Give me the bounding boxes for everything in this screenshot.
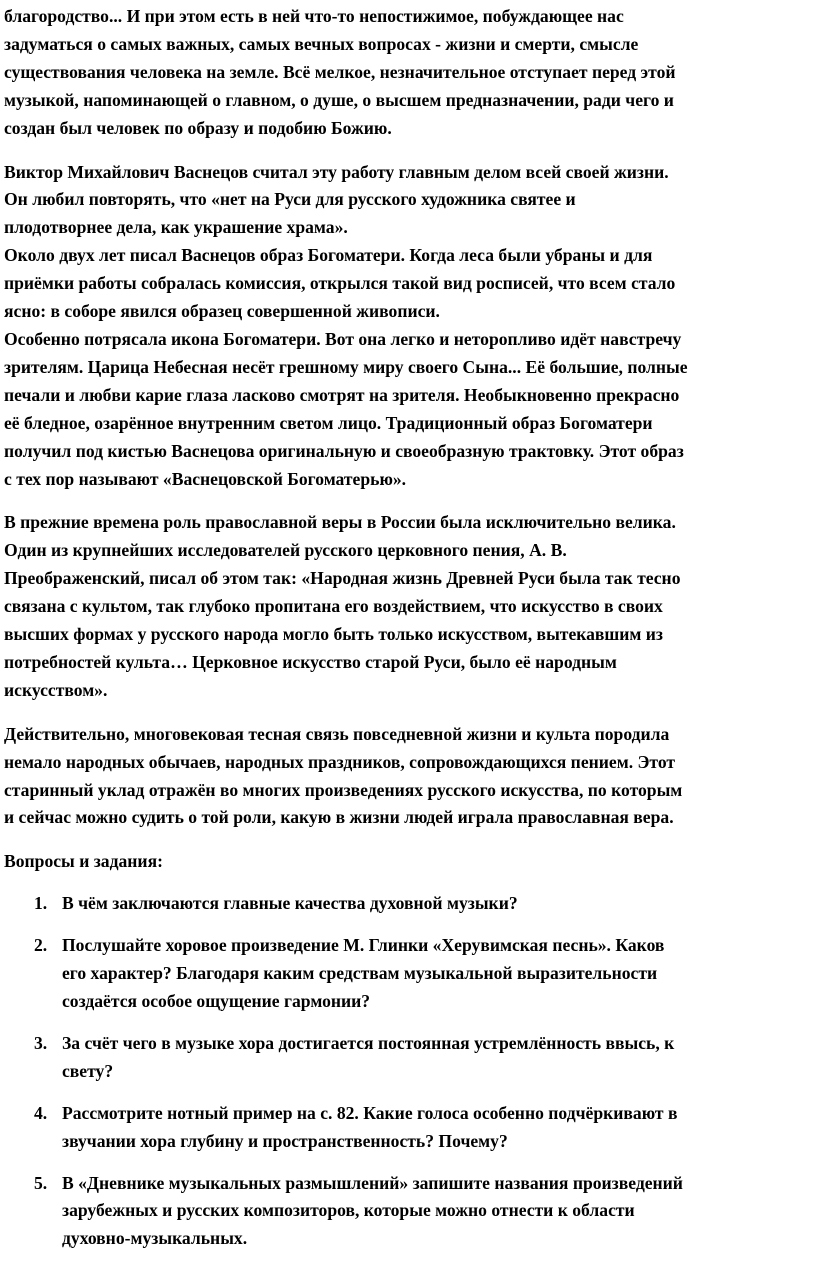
text-line: зрителям. Царица Небесная несёт грешному миру своего Сына... Её большие, полные	[4, 356, 688, 377]
text-line: В прежние времена роль православной веры в России была исключительно велика.	[4, 512, 676, 533]
text-line: старинный уклад отражён во многих произведениях русского искусства, по которым	[4, 779, 683, 800]
list-spacer	[4, 918, 812, 932]
text-line: Он любил повторять, что «нет на Руси для русского художника святее и	[4, 189, 576, 210]
text-line: печали и любви карие глаза ласково смотрят на зрителя. Необыкновенно прекрасно	[4, 384, 680, 405]
text-line: В чём заключаются главные качества духовной музыки?	[62, 893, 518, 914]
text-line: ясно: в соборе явился образец совершенной живописи.	[4, 301, 440, 322]
list-spacer	[4, 1156, 812, 1170]
text-line: свету?	[62, 1060, 114, 1081]
text-line: потребностей культа… Церковное искусство старой Руси, было её народным	[4, 651, 617, 672]
paragraph	[4, 159, 812, 494]
heading-text: Вопросы и задания:	[4, 851, 163, 872]
text-line: благородство... И при этом есть в ней что-то непостижимое, побуждающее нас	[4, 6, 624, 26]
text-line: задуматься о самых важных, самых вечных вопросах - жизни и смерти, смысле	[4, 33, 639, 54]
list-item	[4, 1170, 812, 1254]
list-item-number: 3.	[34, 1032, 48, 1053]
list-item-number: 4.	[34, 1102, 48, 1123]
text-line: существования человека на земле. Всё мелкое, незначительное отступает перед этой	[4, 61, 676, 82]
text-line: зарубежных и русских композиторов, которые можно отнести к области	[62, 1200, 635, 1221]
text-line: Преображенский, писал об этом так: «Народная жизнь Древней Руси была так тесно	[4, 568, 681, 589]
paragraph	[4, 509, 812, 704]
list-item	[4, 1030, 812, 1086]
text-line: За счёт чего в музыке хора достигается постоянная устремлённость ввысь, к	[62, 1032, 675, 1053]
text-line: приёмки работы собралась комиссия, открылся такой вид росписей, что всем стало	[4, 273, 676, 294]
list-item-number: 1.	[34, 893, 48, 914]
text-line: Послушайте хоровое произведение М. Глинки «Херувимская песнь». Каков	[62, 935, 665, 956]
list-item	[4, 890, 812, 918]
text-line: немало народных обычаев, народных праздников, сопровождающихся пением. Этот	[4, 751, 676, 772]
text-line: её бледное, озарённое внутренним светом лицо. Традиционный образ Богоматери	[4, 412, 653, 433]
text-line: Рассмотрите нотный пример на с. 82. Какие голоса особенно подчёркивают в	[62, 1102, 678, 1123]
text-line: Около двух лет писал Васнецов образ Богоматери. Когда леса были убраны и для	[4, 245, 653, 266]
text-line: плодотворнее дела, как украшение храма».	[4, 217, 348, 238]
paragraph-spacer	[4, 832, 812, 848]
list-item-number: 5.	[34, 1172, 48, 1193]
list-spacer	[4, 1016, 812, 1030]
text-line: создаётся особое ощущение гармонии?	[62, 991, 371, 1011]
paragraph-spacer	[4, 143, 812, 159]
paragraph	[4, 721, 812, 833]
paragraph-spacer	[4, 705, 812, 721]
list-item-number: 2.	[34, 935, 48, 956]
text-line: связана с культом, так глубоко пропитана его воздействием, что искусство в своих	[4, 596, 663, 617]
text-line: Особенно потрясала икона Богоматери. Вот она легко и неторопливо идёт навстречу	[4, 328, 682, 349]
questions-list	[4, 890, 812, 1253]
paragraph	[4, 3, 812, 143]
text-line: высших формах у русского народа могло быть только искусством, вытекавшим из	[4, 624, 663, 645]
paragraph-spacer	[4, 493, 812, 509]
text-line: музыкой, напоминающей о главном, о душе, о высшем предназначении, ради чего и	[4, 89, 674, 110]
list-spacer	[4, 1086, 812, 1100]
questions-heading	[4, 848, 812, 876]
text-line: и сейчас можно судить о той роли, какую в жизни людей играла православная вера.	[4, 807, 674, 828]
text-line: с тех пор называют «Васнецовской Богоматерью».	[4, 468, 407, 489]
text-line: искусством».	[4, 679, 108, 700]
text-line: Виктор Михайлович Васнецов считал эту работу главным делом всей своей жизни.	[4, 161, 669, 182]
text-line: создан был человек по образу и подобию Божию.	[4, 117, 392, 138]
text-line: звучании хора глубину и пространственность? Почему?	[62, 1130, 508, 1151]
text-line: В «Дневнике музыкальных размышлений» запишите названия произведений	[62, 1172, 683, 1193]
text-line: Действительно, многовековая тесная связь повседневной жизни и культа породила	[4, 723, 670, 744]
paragraph-spacer	[4, 876, 812, 890]
list-item	[4, 1100, 812, 1156]
text-line: духовно-музыкальных.	[62, 1228, 248, 1249]
list-item	[4, 932, 812, 1016]
text-line: получил под кистью Васнецова оригинальную и своеобразную трактовку. Этот образ	[4, 440, 684, 461]
text-line: его характер? Благодаря каким средствам музыкальной выразительности	[62, 963, 658, 984]
text-line: Один из крупнейших исследователей русского церковного пения, А. В.	[4, 540, 567, 561]
